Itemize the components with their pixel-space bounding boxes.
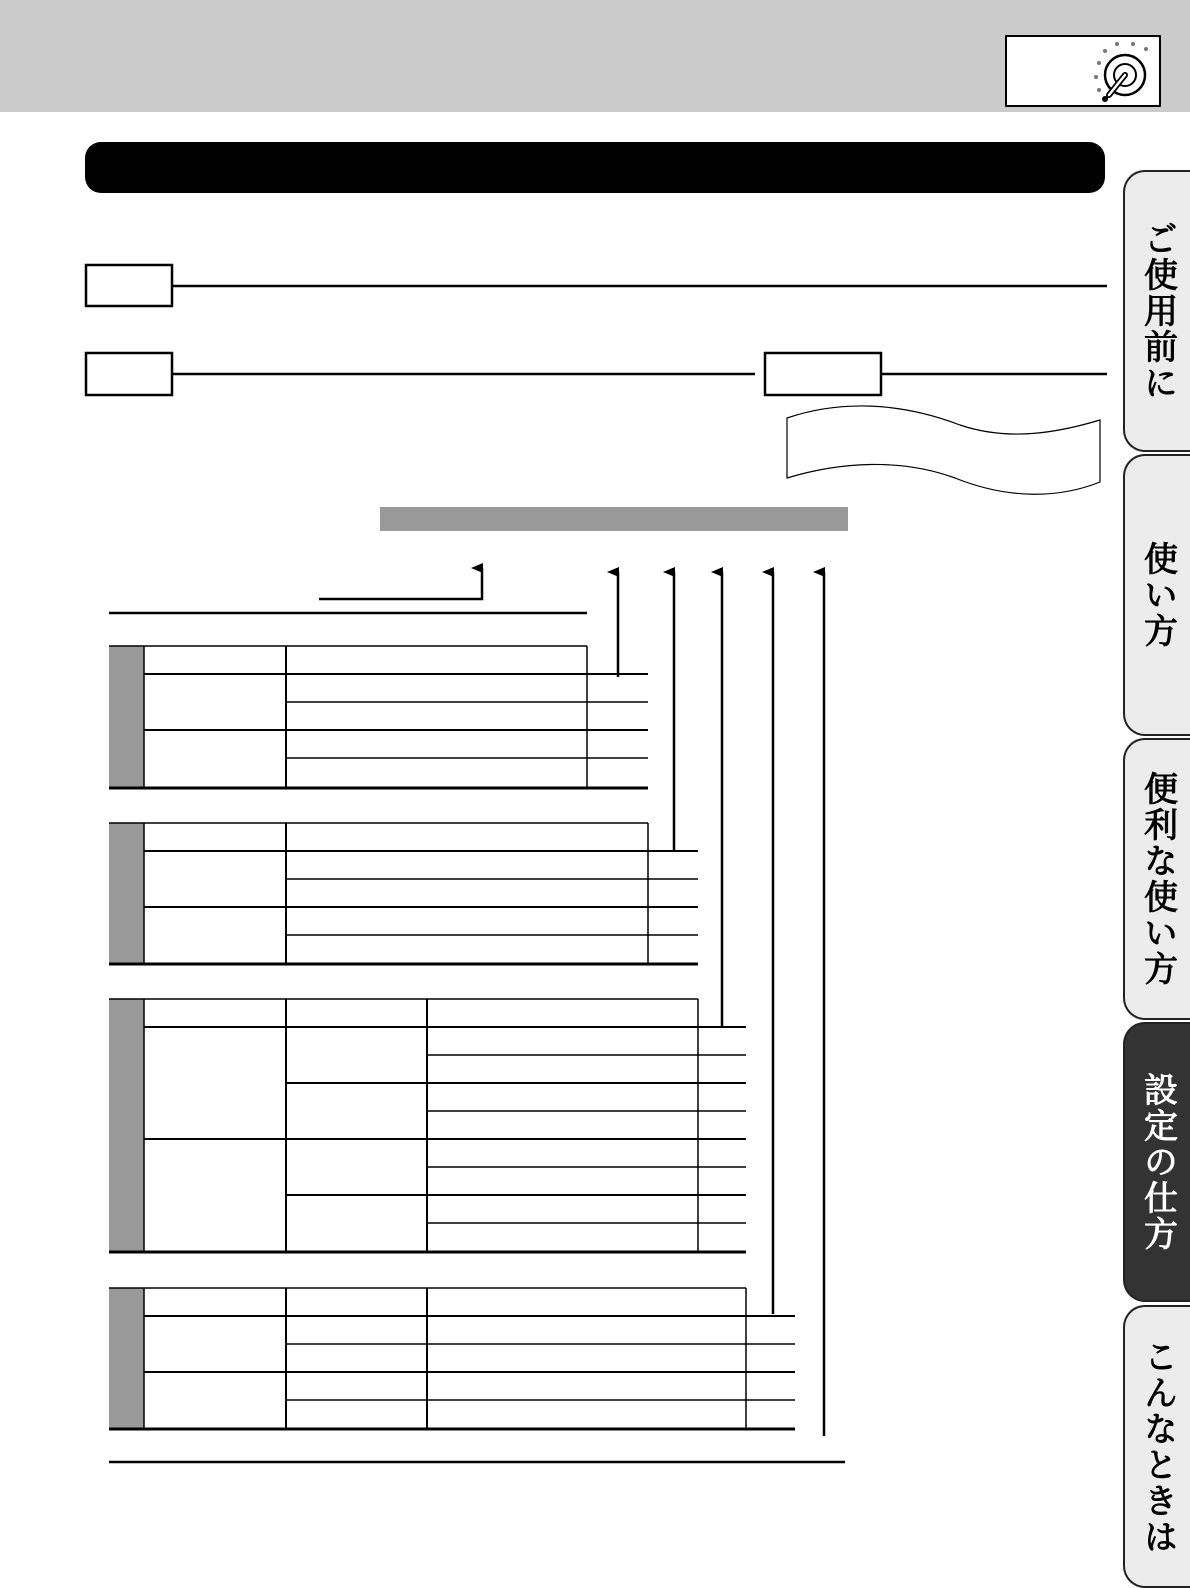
tab-troubleshooting[interactable] xyxy=(1123,1305,1190,1588)
tab-label: 便利な使い方 xyxy=(1137,771,1178,987)
item-row-2 xyxy=(86,353,1107,395)
table-2 xyxy=(109,823,698,964)
tab-label: 設定の仕方 xyxy=(1137,1072,1178,1252)
label-box xyxy=(765,353,881,395)
tab-how-to-use[interactable] xyxy=(1123,454,1190,736)
paper-strip xyxy=(787,406,1100,494)
label-box xyxy=(86,265,172,306)
table-3 xyxy=(109,999,746,1252)
tab-label: ご使用前に xyxy=(1137,221,1178,401)
table-1 xyxy=(109,646,648,788)
tab-before-use[interactable] xyxy=(1123,170,1190,452)
item-row-1 xyxy=(86,265,1107,306)
tab-convenient-use[interactable] xyxy=(1123,738,1190,1020)
tab-label: 使い方 xyxy=(1137,541,1178,649)
table-4 xyxy=(109,1288,795,1429)
tab-settings[interactable] xyxy=(1123,1022,1190,1302)
label-box xyxy=(86,353,172,395)
gray-bar xyxy=(380,507,848,531)
tab-label: こんなときは xyxy=(1137,1338,1178,1555)
